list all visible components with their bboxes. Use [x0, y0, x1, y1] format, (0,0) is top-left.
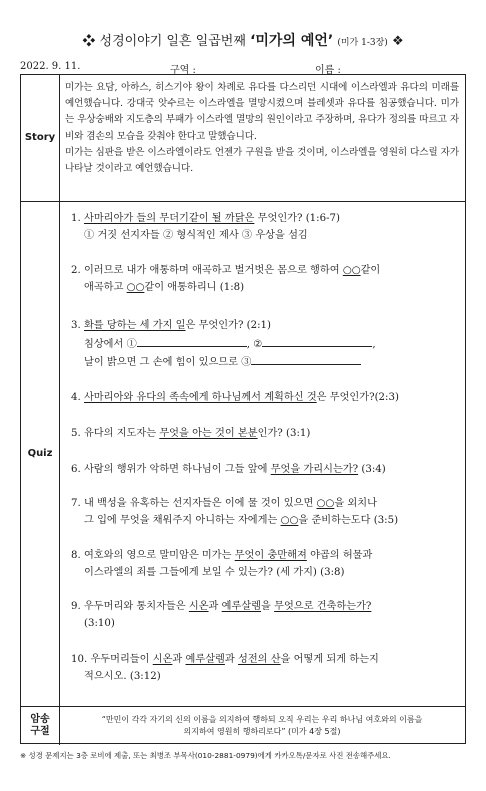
- title-main: ‘미가의 예언’: [250, 33, 334, 49]
- quiz-section: [21, 202, 465, 707]
- region-field-label: 구역 :: [170, 65, 196, 76]
- question-1-options: ① 거짓 선지자들 ② 형식적인 제사 ③ 우상을 섬김: [84, 229, 308, 241]
- worksheet-table: [20, 74, 466, 744]
- story-section: [21, 75, 465, 202]
- answer-blank: ○○: [280, 514, 299, 526]
- answer-blank: ○○: [126, 281, 145, 293]
- question-6: 6. 사람의 행위가 악하면 하나님이 그들 앞에 무엇을 가리시는가? (3:4): [71, 464, 386, 475]
- quiz-questions: [65, 202, 459, 706]
- story-text: [65, 75, 459, 201]
- submission-note: ※ 성경 문제지는 3층 로비에 제출, 또는 최병조 부목사(010-2881-0979)에게 카카오톡/문자로 사진 전송해주세요.: [20, 751, 391, 760]
- title-reference: (미가 1-3장): [337, 38, 388, 48]
- answer-line: [137, 335, 247, 347]
- story-paragraph-2: 미가는 심판을 받은 이스라엘이라도 언젠가 구원을 받을 것이며, 이스라엘을 영원히 다스릴 자가 나타날 것이라고 예언했습니다.: [65, 146, 459, 175]
- answer-line: [262, 335, 372, 347]
- info-line: [20, 61, 466, 75]
- answer-line: [251, 353, 361, 365]
- quiz-label: Quiz: [21, 202, 60, 706]
- answer-blank: ○○: [316, 498, 335, 509]
- story-label: Story: [21, 75, 60, 201]
- question-10: 10. 우두머리들이 시온과 예루살렘과 성전의 산을 어떻게 되게 하는지 적으시오. (3:12): [71, 654, 379, 682]
- memory-verse-section: [21, 707, 465, 745]
- question-1: 1. 사마리아가 들의 무더기같이 될 까닭은 무엇인가? (1:6-7) ① 거짓 선지자들 ② 형식적인 제사 ③ 우상을 섬김: [71, 211, 459, 244]
- date: 2022. 9. 11.: [20, 61, 81, 72]
- question-7: 7. 내 백성을 유혹하는 선지자들은 이에 물 것이 있으면 ○○을 외치나 그 입에 무엇을 채워주지 아니하는 자에게는 ○○을 준비하는도다 (3:5): [71, 498, 399, 526]
- question-3: 3. 화를 당하는 세 가지 일은 무엇인가? (2:1) 침상에서 ① , ② , 날이 밝으면 그 손에 힘이 있으므로 ③: [71, 320, 376, 368]
- answer-blank: ○○: [342, 265, 361, 276]
- question-8: 8. 여호와의 영으로 말미암은 미가는 무엇이 충만해져 야곱의 허물과 이스라엘의 죄를 그들에게 보일 수 있는가? (세 가지) (3:8): [71, 550, 373, 578]
- question-4: 4. 사마리아와 유다의 족속에게 하나님께서 계획하신 것은 무엇인가?(2:3): [71, 392, 399, 403]
- story-paragraph-1: 미가는 요담, 아하스, 히스기야 왕이 차례로 유다를 다스리던 시대에 이스라엘과 유다의 미래를 예언했습니다. 강대국 앗수르는 이스라엘을 멸망시켰으며 블레셋과 유다를 침공했습니다. 미가는 우상숭배와 지도층의 부패가 이스라엘 멸망의 원인이라고 주장하며, 유다가 정의를 따르고 자비와 겸손의 모습을 갖춰야 한다고 말했습니다.: [65, 82, 459, 142]
- memory-verse-text: “만민이 각각 자기의 신의 이름을 의지하여 행하되 오직 우리는 우리 하나님 여호와의 이름을 의지하여 영원히 행하리로다” (미가 4장 5절): [101, 715, 423, 736]
- memory-verse-label: 암송 구절: [21, 707, 60, 745]
- question-2: 2. 이러므로 내가 애통하며 애곡하고 벌거벗은 몸으로 행하여 ○○같이 애곡하고 ○○같이 애통하리니 (1:8): [71, 265, 381, 293]
- question-5: 5. 유다의 지도자는 무엇을 아는 것이 본분인가? (3:1): [71, 428, 311, 439]
- name-field-label: 이름 :: [315, 65, 341, 76]
- question-9: 9. 우두머리와 통치자들은 시온과 예루살렘을 무엇으로 건축하는가? (3:10): [71, 601, 372, 629]
- worksheet-title: ❖ 성경이야기 일흔 일곱번째 ‘미가의 예언’ (미가 1-3장) ❖: [82, 33, 404, 49]
